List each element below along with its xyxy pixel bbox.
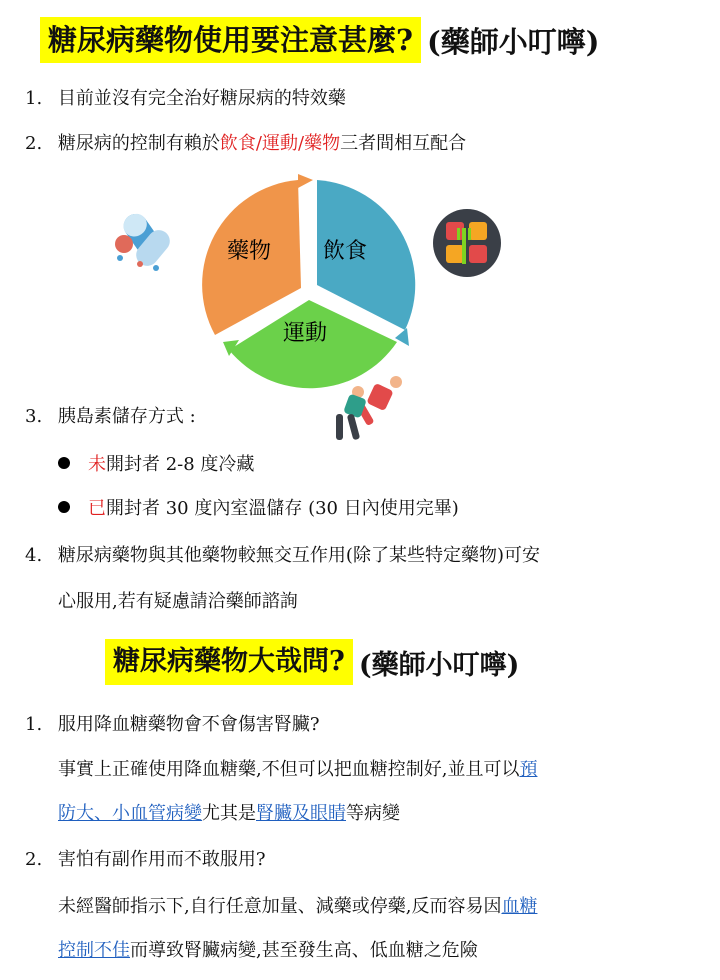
diagram-label-exercise: 運動 (283, 321, 328, 346)
item-2-exercise: 運動 (262, 133, 298, 154)
q1-link-kidney-eye[interactable]: 腎臟及眼睛 (256, 803, 346, 824)
item-3-text: 胰島素儲存方式 : (57, 406, 196, 427)
q1-text: 服用降血糖藥物會不會傷害腎臟? (57, 714, 320, 735)
q1-num: 1. (25, 714, 43, 735)
q2-question (25, 847, 266, 873)
item-2-sep1: / (255, 133, 262, 154)
diagram-label-medicine: 藥物 (227, 239, 272, 264)
second-title (105, 636, 519, 688)
item-1 (25, 86, 346, 112)
item-2-diet: 飲食 (219, 133, 256, 154)
item-4 (25, 543, 540, 569)
q2-link-glucose-b[interactable]: 控制不佳 (58, 940, 130, 961)
q2-text: 害怕有副作用而不敢服用? (57, 849, 266, 870)
q2-link-glucose-a[interactable]: 血糖 (501, 896, 538, 917)
q2-answer-end: 而導致腎臟病變,甚至發生高、低血糖之危險 (130, 940, 478, 961)
item-4-line1: 糖尿病藥物與其他藥物較無交互作用(除了某些特定藥物)可安 (57, 545, 540, 566)
main-title-paren: (藥師小叮嚀) (427, 24, 600, 59)
bullet-unopened-text: 開封者 2-8 度冷藏 (106, 454, 255, 475)
item-2-num: 2. (25, 133, 43, 154)
bullet-opened-text: 開封者 30 度內室溫儲存 (30 日內使用完畢) (106, 498, 459, 519)
q1-link-vascular-b[interactable]: 防大、小血管病變 (58, 803, 202, 824)
q1-answer-end: 等病變 (346, 803, 400, 824)
item-2-sep2: / (298, 133, 305, 154)
q1-question (25, 712, 320, 738)
exercise-icon (330, 372, 408, 444)
bullet-opened-red: 已 (88, 498, 106, 519)
bullet-unopened-red: 未 (88, 454, 106, 475)
pills-icon (112, 208, 180, 274)
food-icon (432, 208, 502, 278)
second-title-paren: (藥師小叮嚀) (358, 649, 520, 681)
item-2-post: 三者間相互配合 (340, 133, 467, 154)
item-4-num: 4. (25, 545, 43, 566)
item-1-num: 1. (25, 88, 43, 109)
bullet-dot (58, 501, 70, 513)
second-title-highlight: 糖尿病藥物大哉問? (105, 639, 353, 685)
bullet-opened (58, 496, 459, 522)
item-3 (25, 404, 196, 430)
diagram-arrow-diet (395, 328, 409, 346)
item-3-num: 3. (25, 406, 43, 427)
diagram-arrow-medicine (298, 174, 313, 188)
q1-answer-line1 (58, 757, 537, 783)
item-2-medicine: 藥物 (304, 133, 341, 154)
item-4-line2: 心服用,若有疑慮請洽藥師諮詢 (58, 591, 298, 612)
bullet-dot (58, 457, 70, 469)
q2-answer-text: 未經醫師指示下,自行任意加量、減藥或停藥,反而容易因 (58, 896, 502, 917)
q1-answer-text: 事實上正確使用降血糖藥,不但可以把血糖控制好,並且可以 (58, 759, 520, 780)
q1-answer-line2 (58, 801, 400, 827)
q2-answer-line1 (58, 894, 537, 920)
cycle-diagram (195, 170, 425, 400)
q1-answer-mid: 尤其是 (202, 803, 256, 824)
item-2-pre: 糖尿病的控制有賴於 (57, 133, 220, 154)
diagram-label-diet: 飲食 (323, 239, 368, 264)
main-title-highlight: 糖尿病藥物使用要注意甚麼? (40, 17, 421, 63)
q2-num: 2. (25, 849, 43, 870)
item-1-text: 目前並沒有完全治好糖尿病的特效藥 (57, 88, 346, 109)
q2-answer-line2 (58, 938, 478, 964)
main-title (40, 14, 599, 66)
item-2 (25, 131, 466, 157)
item-4-cont (58, 589, 298, 615)
q1-link-vascular-a[interactable]: 預 (519, 759, 538, 780)
bullet-unopened (58, 452, 254, 478)
